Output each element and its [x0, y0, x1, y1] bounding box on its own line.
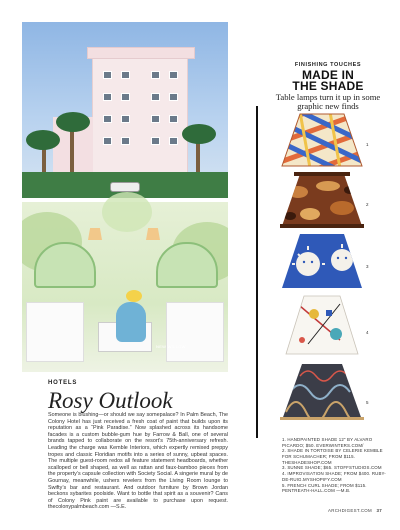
lamp-right: [146, 228, 160, 240]
credit-item: 4. IMPROVISATION SHADE; FROM $400. RUBY-DE-RUIG.MYSHOPIFY.COM: [282, 471, 386, 482]
article-body: [48, 412, 228, 511]
shade-number: 4: [366, 330, 369, 335]
page-footer: [328, 508, 382, 513]
flowers: [126, 290, 142, 302]
kicker: FINISHING TOUCHES: [294, 62, 362, 68]
title-line-2: THE SHADE: [292, 79, 364, 93]
blue-chair: [116, 302, 146, 342]
credit-item: 2. SHADE IN TORTOISE BY CELERIE KEMBLE FOR SCHUMACHER; FROM $115. THESHADESHOP.COM: [282, 448, 383, 465]
section-label: HOTELS: [48, 380, 78, 386]
feature-subtitle: Table lamps turn it up in some graphic new finds: [275, 92, 381, 111]
lampshade-column: [270, 112, 390, 430]
credit-item: 3. SUNNE SHADE; $65. STOFFSTUDIOS.COM: [282, 465, 382, 471]
footer-site: ARCHDIGEST.COM: [328, 508, 372, 513]
shade-tortoise: [280, 172, 364, 228]
shade-number: 1: [366, 142, 369, 147]
shade-sun: [280, 232, 364, 290]
page-number: 37: [376, 508, 382, 513]
hotel-photo: [22, 22, 228, 372]
title-line-1: MADE IN: [301, 68, 355, 82]
shade-number: 3: [366, 264, 369, 269]
headline: Rosy Outlook: [48, 388, 173, 413]
bed-right: [166, 302, 224, 362]
bed-left: [26, 302, 84, 362]
shade-plaid: [280, 112, 364, 168]
photo-credit: NEW WILLOW: [156, 344, 186, 349]
credit-item: 1. HANDPAINTED SHADE 12" BY ALVARO PICARDO; $50. EVERWINTERS.COM/: [282, 437, 373, 448]
headboard-left: [34, 242, 96, 288]
feature-title: [270, 70, 386, 92]
credit-item: 5. FRENCH CURL SHADE; FROM $115. PENTREATH-HALL.COM —M.B.: [282, 482, 367, 494]
shade-number: 5: [366, 400, 369, 405]
shade-improvisation: [280, 294, 364, 356]
vintage-car: [110, 182, 140, 192]
shade-french-curl: [280, 362, 364, 422]
shade-number: 2: [366, 202, 369, 207]
lamp-left: [88, 228, 102, 240]
guest-room-photo: [22, 202, 228, 372]
article-paragraph: Someone is blushing—or should we say somepalace? In Palm Beach, The Colony Hotel has just received a fresh coat of paint that builds upon its reputation as a “Pink Paradise.” Now splashed across its handsome facades is a custom bubble-gum hue by Farrow & Ball, one of several brands tapped to collaborate on the resort’s 75th-anniversary refresh. Leading the charge was Kemble Interiors, which expertly remixed preppy tropes and classic Floridian motifs into a series of sunny, upbeat spaces. The multiple guest-room redos all feature statement headboards, whether scalloped or bell shaped, as well as rattan and faux-bamboo pieces from the property’s capsule collection with Society Social. A singerie mural by de Gournay, meanwhile, ushers revelers from the Living Room lounge to Swifty’s bar and restaurant. And outdoor furniture by Brown Jordan beckons sybarites poolside. Want to bottle that spirit as a souvenir? Cans of Colony Pink paint are available to purchase upon request. thecolonypalmbeach.com —S.E.: [48, 412, 228, 511]
product-credits: [282, 437, 390, 494]
vertical-rule: [256, 106, 258, 438]
